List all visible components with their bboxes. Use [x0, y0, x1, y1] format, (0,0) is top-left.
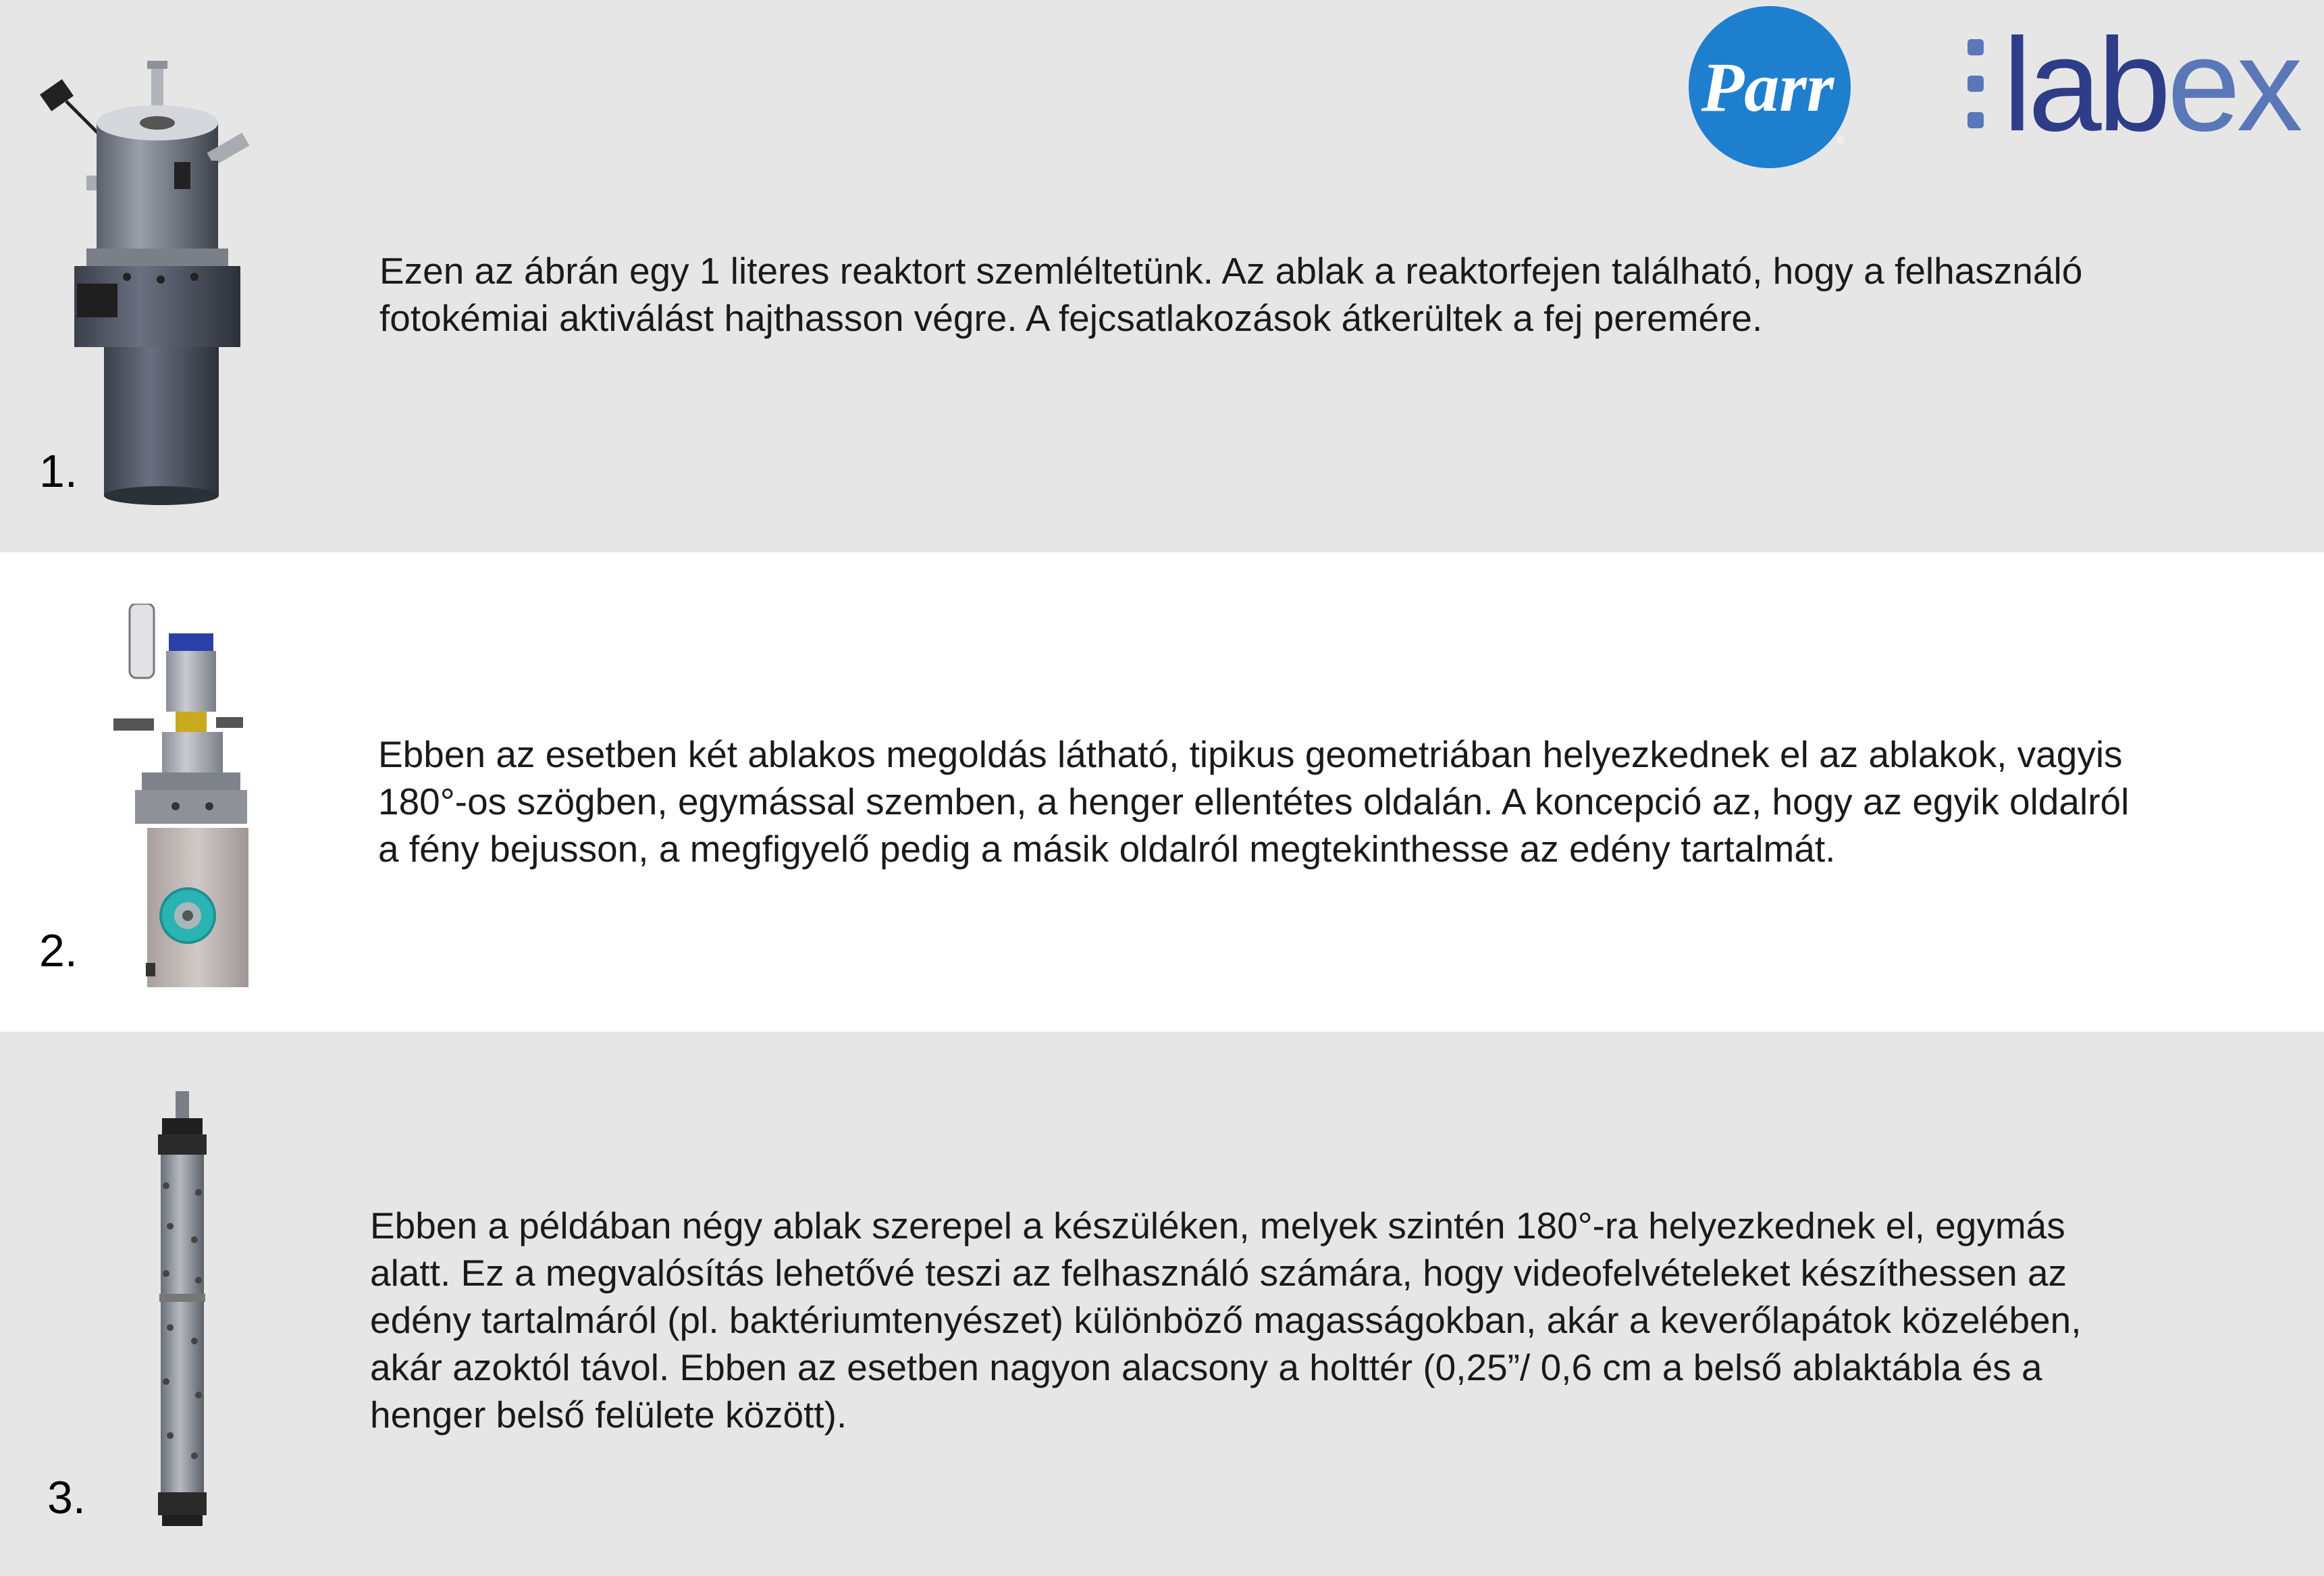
svg-text:®: ®: [1837, 134, 1845, 146]
labex-text-main: lab: [2003, 11, 2167, 159]
parr-logo: [1687, 4, 1853, 170]
labex-dot-icon: [1968, 112, 1984, 128]
reactor-1l-icon: [39, 61, 269, 506]
labex-text-accent: ex: [2167, 11, 2299, 159]
row-3-line: akár azoktól távol. Ebben az esetben nagyon alacsony a holttér (0,25”/ 0,6 cm a belső ablaktábla és a: [370, 1346, 2042, 1388]
row-1-number: 1.: [39, 446, 78, 497]
row-3-line: Ebben a példában négy ablak szerepel a készüléken, melyek szintén 180°-ra helyezkednek el, egymás: [370, 1205, 2065, 1246]
parr-logo-text: Parr: [1701, 49, 1834, 126]
row-2-line: Ebben az esetben két ablakos megoldás látható, tipikus geometriában helyezkednek el az ablakok, vagyis: [378, 733, 2123, 775]
row-3-description: [370, 1202, 2082, 1438]
labex-logo: [1963, 11, 2299, 159]
row-2-line: 180°-os szögben, egymással szemben, a henger ellentétes oldalán. A koncepció az, hogy az egyik oldalról: [378, 781, 2130, 822]
labex-wordmark: [2003, 11, 2299, 159]
row-1-line: fotokémiai aktiválást hajthasson végre. A fejcsatlakozások átkerültek a fej peremére.: [379, 297, 1763, 339]
row-2-description: [378, 731, 2129, 872]
reactor-two-window-icon: [108, 604, 270, 993]
labex-dot-icon: [1968, 39, 1984, 55]
row-3-number: 3.: [47, 1472, 86, 1523]
row-3-line: henger belső felülete között).: [370, 1394, 847, 1436]
row-3-line: alatt. Ez a megvalósítás lehetővé teszi az felhasználó számára, hogy videofelvételeket készíthessen az: [370, 1252, 2067, 1294]
row-2-number: 2.: [39, 925, 78, 976]
row-3-line: edény tartalmáról (pl. baktériumtenyészet) különböző magasságokban, akár a keverőlapátok közelében,: [370, 1299, 2082, 1341]
row-1-description: [379, 247, 2082, 342]
row-2-line: a fény bejusson, a megfigyelő pedig a másik oldalról megtekinthesse az edény tartalmát.: [378, 828, 1836, 870]
reactor-column-four-window-icon: [150, 1091, 215, 1527]
row-1-line: Ezen az ábrán egy 1 literes reaktort szemléltetünk. Az ablak a reaktorfejen található, hogy a felhasználó: [379, 250, 2083, 292]
labex-dot-icon: [1968, 76, 1984, 92]
